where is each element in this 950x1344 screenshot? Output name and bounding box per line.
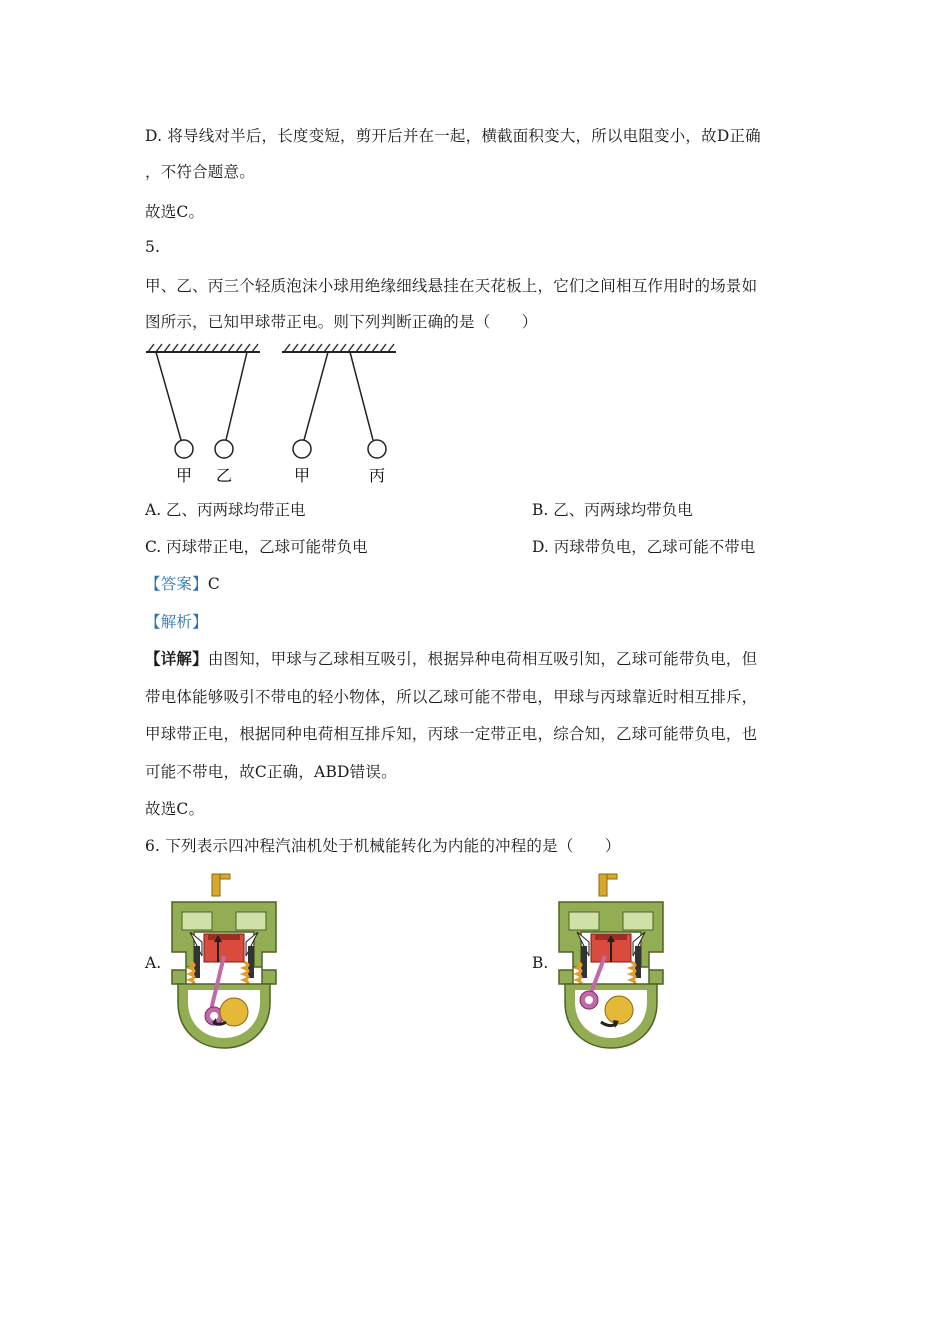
q6-option-b-label: B. xyxy=(532,954,549,972)
ceiling-left xyxy=(146,344,260,352)
q5-detail-line2: 带电体能够吸引不带电的轻小物体，所以乙球可能不带电，甲球与丙球靠近时相互排斥， xyxy=(145,688,758,706)
answer-value: C xyxy=(207,575,220,593)
q5-option-b: B. 乙、丙两球均带负电 xyxy=(532,501,693,519)
engine-diagram-b xyxy=(555,872,667,1050)
q5-analysis-tag xyxy=(145,610,208,632)
ceiling-right xyxy=(282,344,396,352)
q4-conclusion: 故选C。 xyxy=(145,203,205,221)
q4-option-d-line1: D. 将导线对半后，长度变短，剪开后并在一起，横截面积变大，所以电阻变小，故D正确 xyxy=(145,127,761,145)
analysis-tag: 【解析】 xyxy=(145,613,208,631)
detail-text-1: 由图知，甲球与乙球相互吸引，根据异种电荷相互吸引知，乙球可能带负电，但 xyxy=(207,650,758,668)
engine-diagram-a xyxy=(168,872,280,1050)
q4-option-d-line2: ，不符合题意。 xyxy=(145,163,255,181)
label-yi: 乙 xyxy=(216,466,233,485)
label-jia-2: 甲 xyxy=(294,466,311,485)
q6-stem: 6. 下列表示四冲程汽油机处于机械能转化为内能的冲程的是（ ） xyxy=(145,837,621,855)
q5-option-d: D. 丙球带负电，乙球可能不带电 xyxy=(532,538,756,556)
ball-jia-1 xyxy=(175,440,193,458)
q5-detail-line3: 甲球带正电，根据同种电荷相互排斥知，丙球一定带正电，综合知，乙球可能带负电，也 xyxy=(145,725,758,743)
q5-stem-line1: 甲、乙、丙三个轻质泡沫小球用绝缘细线悬挂在天花板上，它们之间相互作用时的场景如 xyxy=(145,277,758,295)
q5-option-a: A. 乙、丙两球均带正电 xyxy=(145,501,306,519)
q5-stem-line2: 图所示，已知甲球带正电。则下列判断正确的是（ ） xyxy=(145,313,538,331)
q5-number: 5. xyxy=(145,238,161,256)
q6-option-a-label: A. xyxy=(145,954,162,972)
q5-answer xyxy=(145,572,220,594)
ball-yi xyxy=(215,440,233,458)
answer-tag: 【答案】 xyxy=(145,575,208,593)
q5-detail-line4: 可能不带电，故C正确，ABD错误。 xyxy=(145,763,397,781)
label-bing: 丙 xyxy=(369,466,386,485)
ball-jia-2 xyxy=(293,440,311,458)
q5-conclusion: 故选C。 xyxy=(145,800,205,818)
q5-option-c: C. 丙球带正电，乙球可能带负电 xyxy=(145,538,368,556)
label-jia-1: 甲 xyxy=(176,466,193,485)
q5-pendulum-figure xyxy=(140,340,410,490)
q5-detail-line1 xyxy=(145,647,757,669)
detail-tag: 【详解】 xyxy=(145,649,208,668)
ball-bing xyxy=(368,440,386,458)
